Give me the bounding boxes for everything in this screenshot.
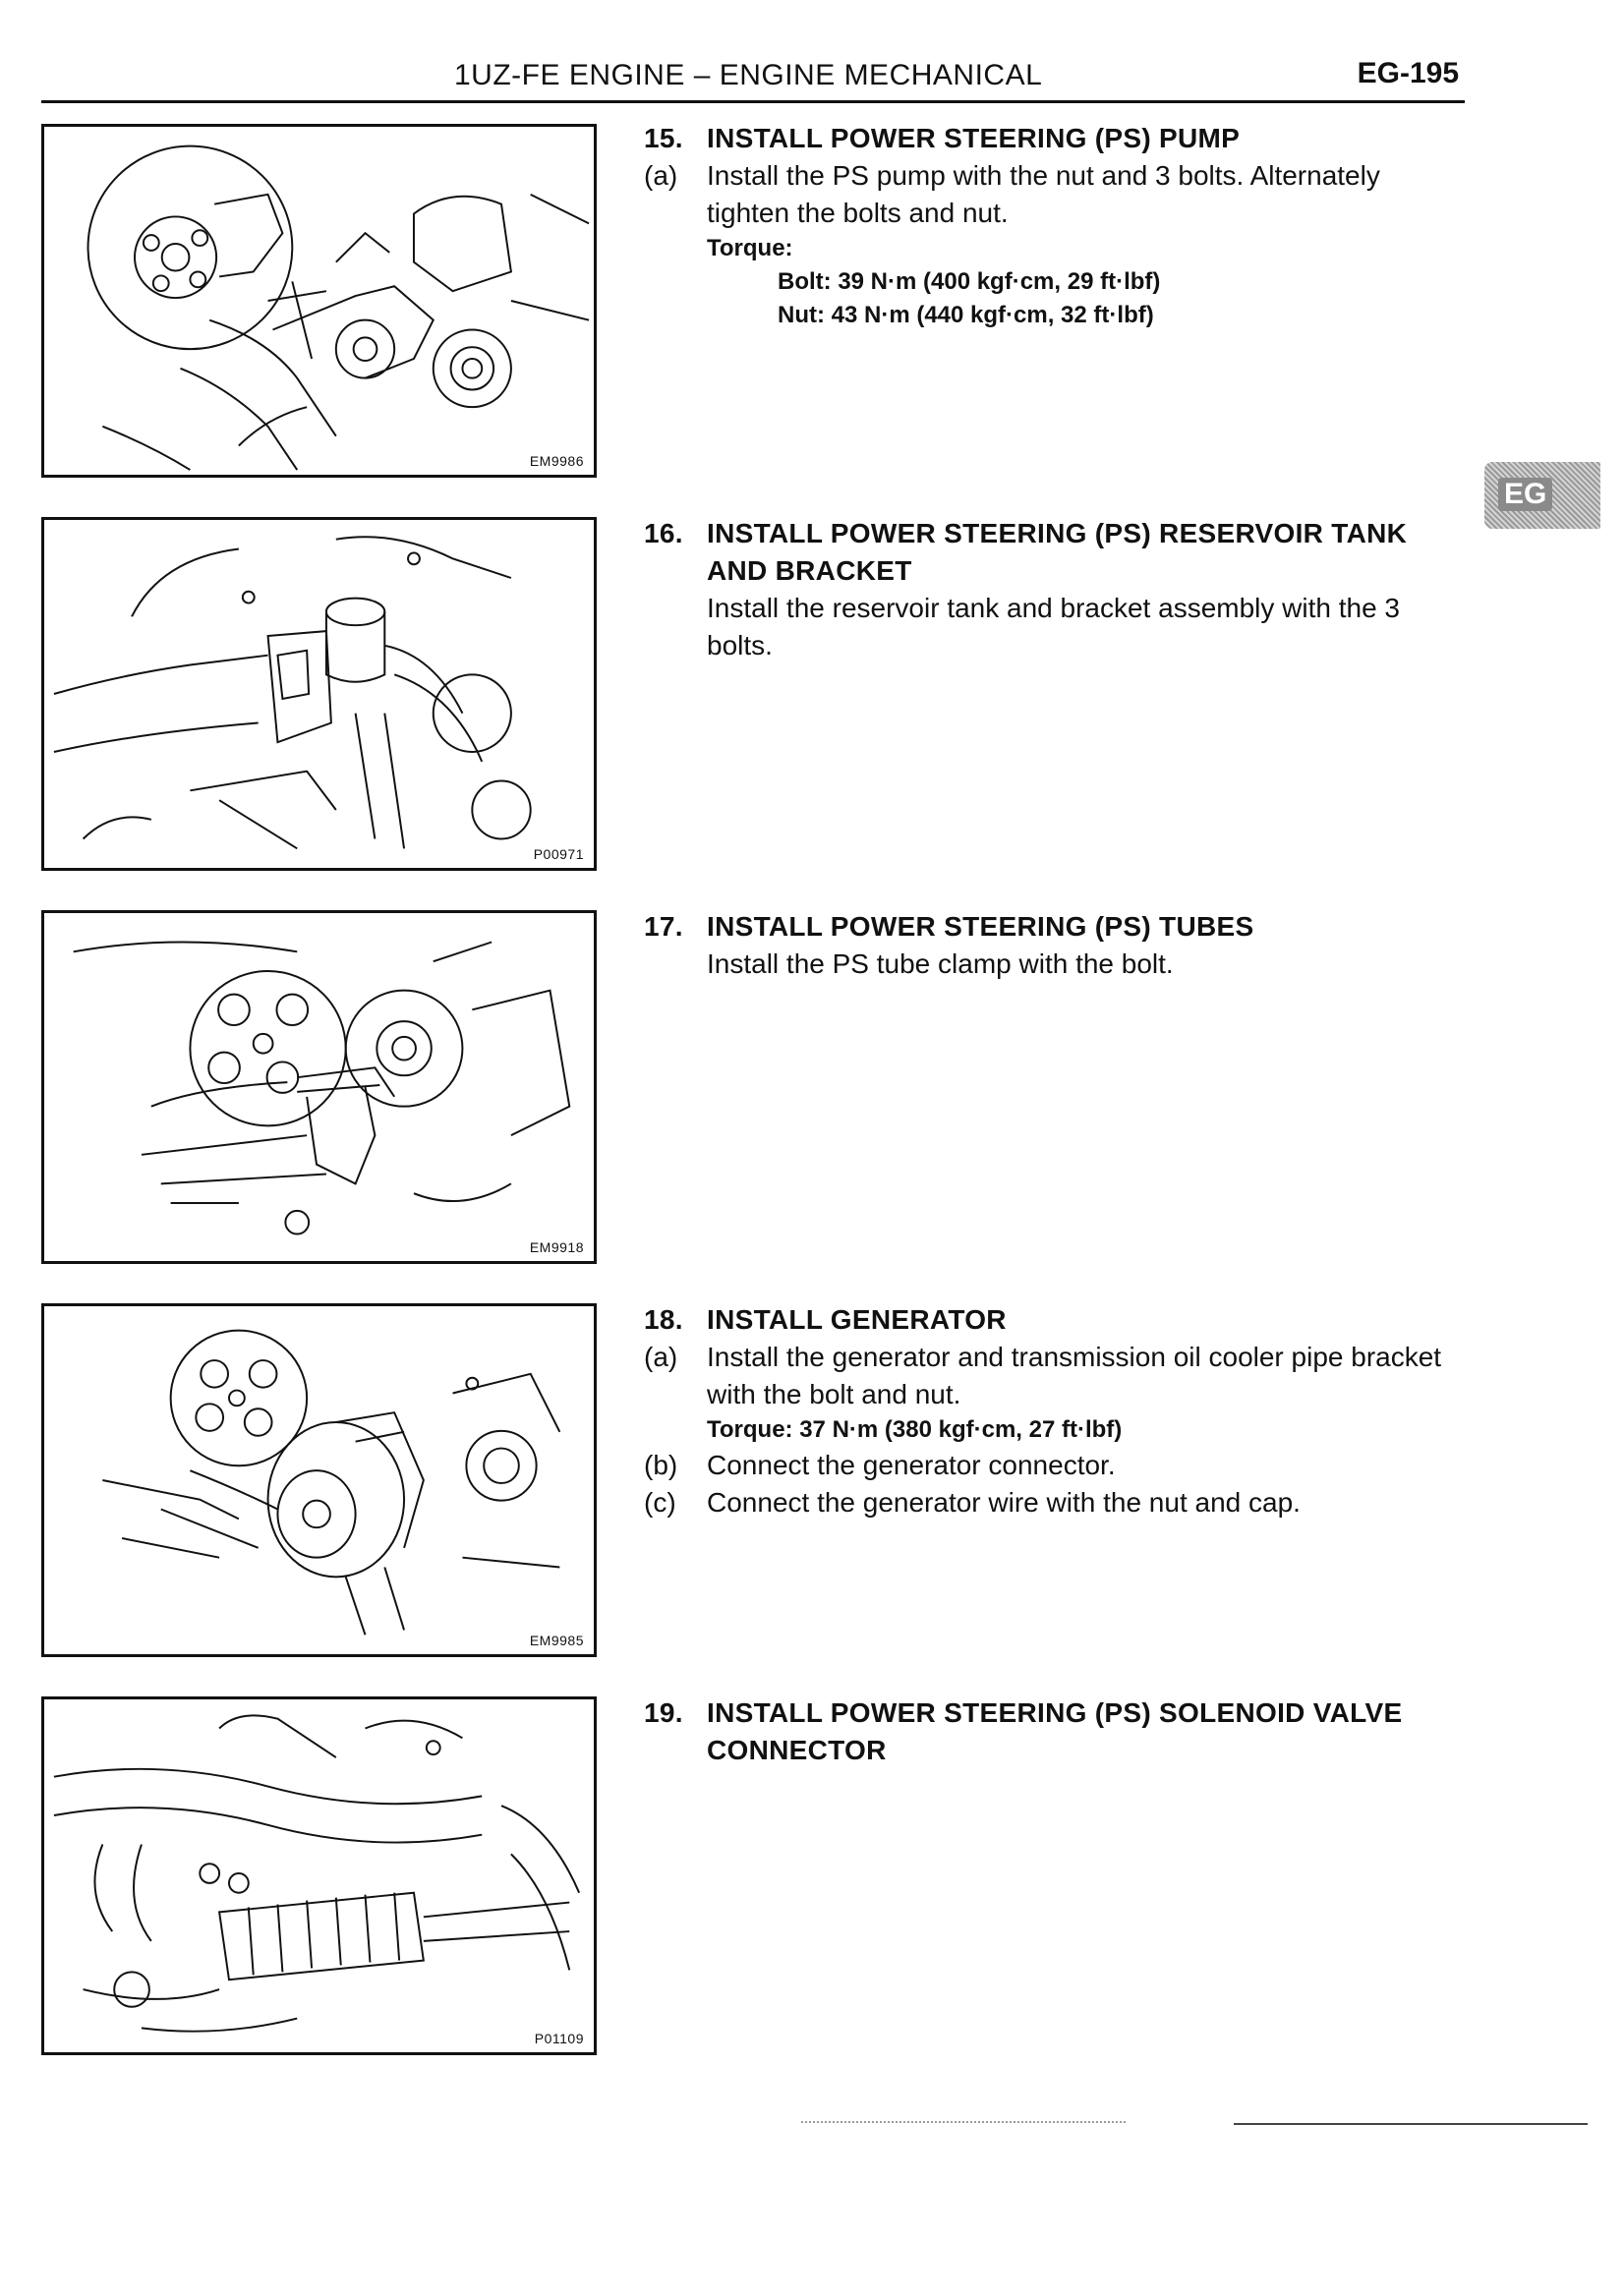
solenoid-valve-connector-illustration	[44, 1699, 594, 2052]
figure-code: EM9985	[529, 1633, 584, 1648]
page-header	[41, 57, 1465, 96]
step-19	[644, 1694, 1470, 1769]
step-16	[644, 515, 1470, 664]
substep-c	[644, 1484, 1470, 1521]
footer-dotted-rule	[801, 2121, 1126, 2123]
substep-text: Connect the generator wire with the nut and cap.	[707, 1487, 1301, 1518]
step-heading: INSTALL POWER STEERING (PS) RESERVOIR TANK AND BRACKET	[707, 518, 1408, 586]
figure-code: EM9918	[529, 1239, 584, 1255]
substep-label: (a)	[644, 160, 678, 191]
substep-label: (c)	[644, 1487, 676, 1518]
page-number: EG-195	[1357, 57, 1459, 89]
step-number: 15.	[644, 123, 683, 153]
figure-generator	[41, 1303, 597, 1657]
substep-a	[644, 1339, 1470, 1413]
step-title	[644, 120, 1470, 157]
step-title	[644, 1301, 1470, 1339]
step-heading: INSTALL POWER STEERING (PS) PUMP	[707, 123, 1241, 153]
torque-bolt: Bolt: 39 N·m (400 kgf·cm, 29 ft·lbf)	[778, 268, 1161, 295]
step-number: 18.	[644, 1304, 683, 1335]
step-15	[644, 120, 1470, 332]
step-number: 17.	[644, 911, 683, 942]
figure-ps-pump	[41, 124, 597, 478]
torque-spec: Torque: 37 N·m (380 kgf·cm, 27 ft·lbf)	[707, 1416, 1123, 1443]
generator-installation-illustration	[44, 1306, 594, 1654]
substep-text: Connect the generator connector.	[707, 1450, 1116, 1480]
ps-tube-clamp-illustration	[44, 913, 594, 1261]
figure-reservoir-tank	[41, 517, 597, 871]
step-number: 19.	[644, 1697, 683, 1728]
step-18	[644, 1301, 1470, 1521]
header-rule	[41, 100, 1465, 103]
step-number: 16.	[644, 518, 683, 548]
step-title	[644, 515, 1470, 590]
step-text: Install the PS tube clamp with the bolt.	[707, 948, 1174, 979]
step-text: Install the reservoir tank and bracket assembly with the 3 bolts.	[707, 593, 1401, 660]
page-title: 1UZ-FE ENGINE – ENGINE MECHANICAL	[454, 59, 1043, 91]
section-tab-label: EG	[1498, 478, 1552, 511]
torque-label: Torque:	[707, 235, 793, 261]
substep-label: (b)	[644, 1450, 678, 1480]
figure-solenoid-valve	[41, 1696, 597, 2055]
substep-b	[644, 1447, 1470, 1484]
step-17	[644, 908, 1470, 983]
reservoir-tank-bracket-illustration	[44, 520, 594, 868]
substep-a	[644, 157, 1470, 232]
footer-rule	[1234, 2123, 1588, 2125]
section-tab	[1484, 462, 1600, 529]
figure-ps-tubes	[41, 910, 597, 1264]
torque-nut: Nut: 43 N·m (440 kgf·cm, 32 ft·lbf)	[778, 302, 1154, 328]
figure-code: EM9986	[529, 453, 584, 469]
substep-text: Install the generator and transmission oil cooler pipe bracket with the bolt and nut.	[707, 1342, 1442, 1409]
power-steering-pump-installation-illustration	[44, 127, 594, 475]
step-title	[644, 1694, 1470, 1769]
figure-code: P00971	[533, 846, 584, 862]
figure-code: P01109	[534, 2031, 584, 2046]
step-heading: INSTALL POWER STEERING (PS) SOLENOID VALVE CONNECTOR	[707, 1697, 1403, 1765]
step-heading: INSTALL GENERATOR	[707, 1304, 1007, 1335]
substep-label: (a)	[644, 1342, 678, 1372]
step-heading: INSTALL POWER STEERING (PS) TUBES	[707, 911, 1254, 942]
substep-text: Install the PS pump with the nut and 3 bolts. Alternately tighten the bolts and nut.	[707, 160, 1380, 228]
step-title	[644, 908, 1470, 946]
